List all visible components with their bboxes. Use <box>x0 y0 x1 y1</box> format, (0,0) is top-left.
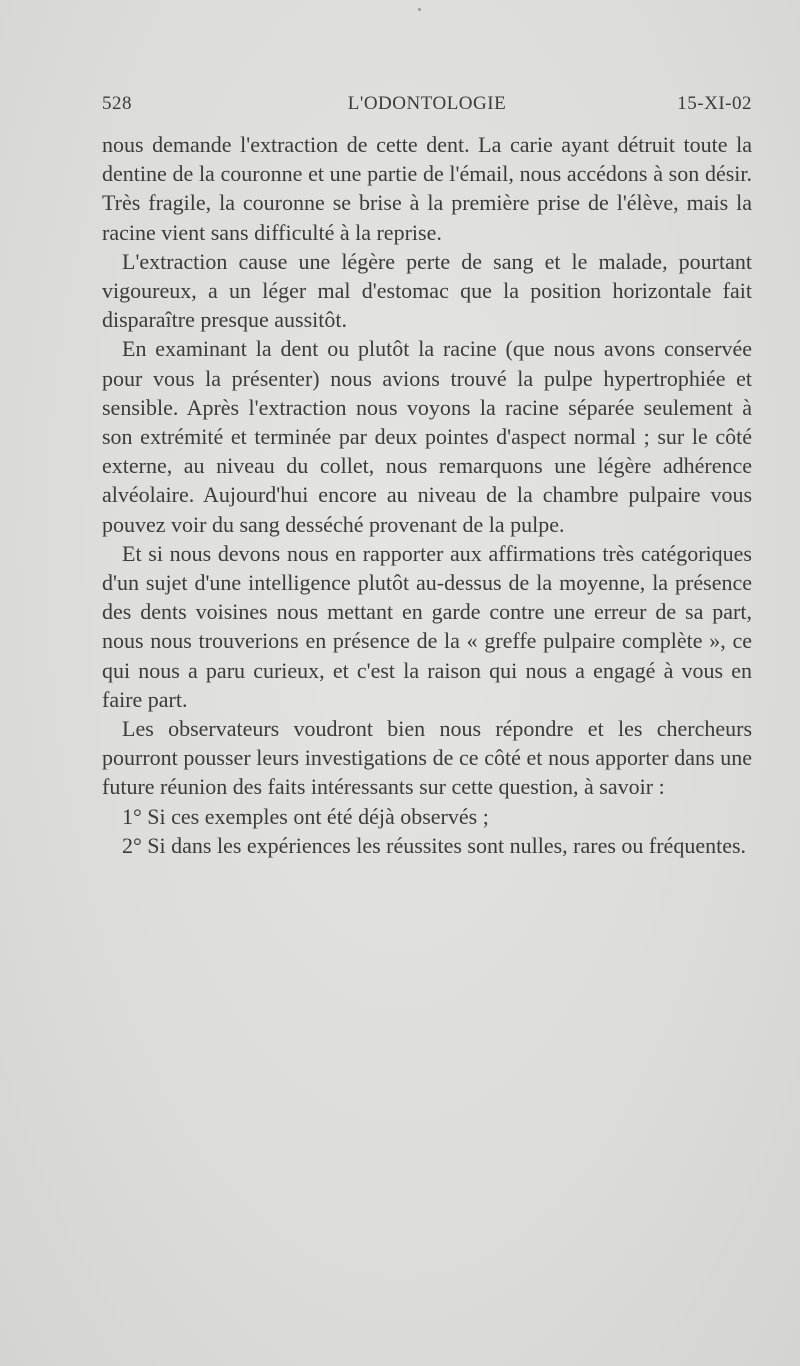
running-header <box>102 93 752 119</box>
paragraph: nous demande l'extraction de cette dent. La carie ayant détruit toute la dentine de la couronne et une partie de l'émail, nous accédons à son désir. Très fragile, la couronne se brise à la première prise de l'élève, mais la racine vient sans difficulté à la reprise. <box>102 132 752 245</box>
running-title: L'ODONTOLOGIE <box>347 93 507 114</box>
list-item: 1° Si ces exemples ont été déjà observés ; <box>122 803 489 829</box>
body-text <box>102 130 752 860</box>
paragraph: En examinant la dent ou plutôt la racine (que nous avons conservée pour vous la présenter) nous avions trouvé la pulpe hypertrophiée et sensible. Après l'extraction nous voyons la racine séparée seulement à son extrémité et terminée par deux pointes d'aspect normal ; sur le côté externe, au niveau du collet, nous remarquons une légère adhérence alvéolaire. Aujourd'hui encore au niveau de la chambre pulpaire vous pouvez voir du sang desséché provenant de la pulpe. <box>102 336 752 537</box>
list-item: 2° Si dans les expériences les réussites sont nulles, rares ou fréquentes. <box>122 832 747 858</box>
issue-date: 15-XI-02 <box>677 93 752 114</box>
page-number: 528 <box>102 93 132 114</box>
print-speck <box>418 8 421 11</box>
paragraph: L'extraction cause une légère perte de sang et le malade, pourtant vigoureux, a un léger mal d'estomac que la position horizontale fait disparaître presque aussitôt. <box>102 248 752 333</box>
paragraph: Les observateurs voudront bien nous répondre et les chercheurs pourront pousser leurs investigations de ce côté et nous apporter dans une future réunion des faits intéressants sur cette question, à savoir : <box>102 716 752 800</box>
paragraph: Et si nous devons nous en rapporter aux affirmations très catégoriques d'un sujet d'une intelligence plutôt au-dessus de la moyenne, la présence des dents voisines nous mettant en garde contre une erreur de sa part, nous nous trouverions en présence de la « greffe pulpaire complète », ce qui nous a paru curieux, et c'est la raison qui nous a engagé à vous en faire part. <box>102 540 752 712</box>
